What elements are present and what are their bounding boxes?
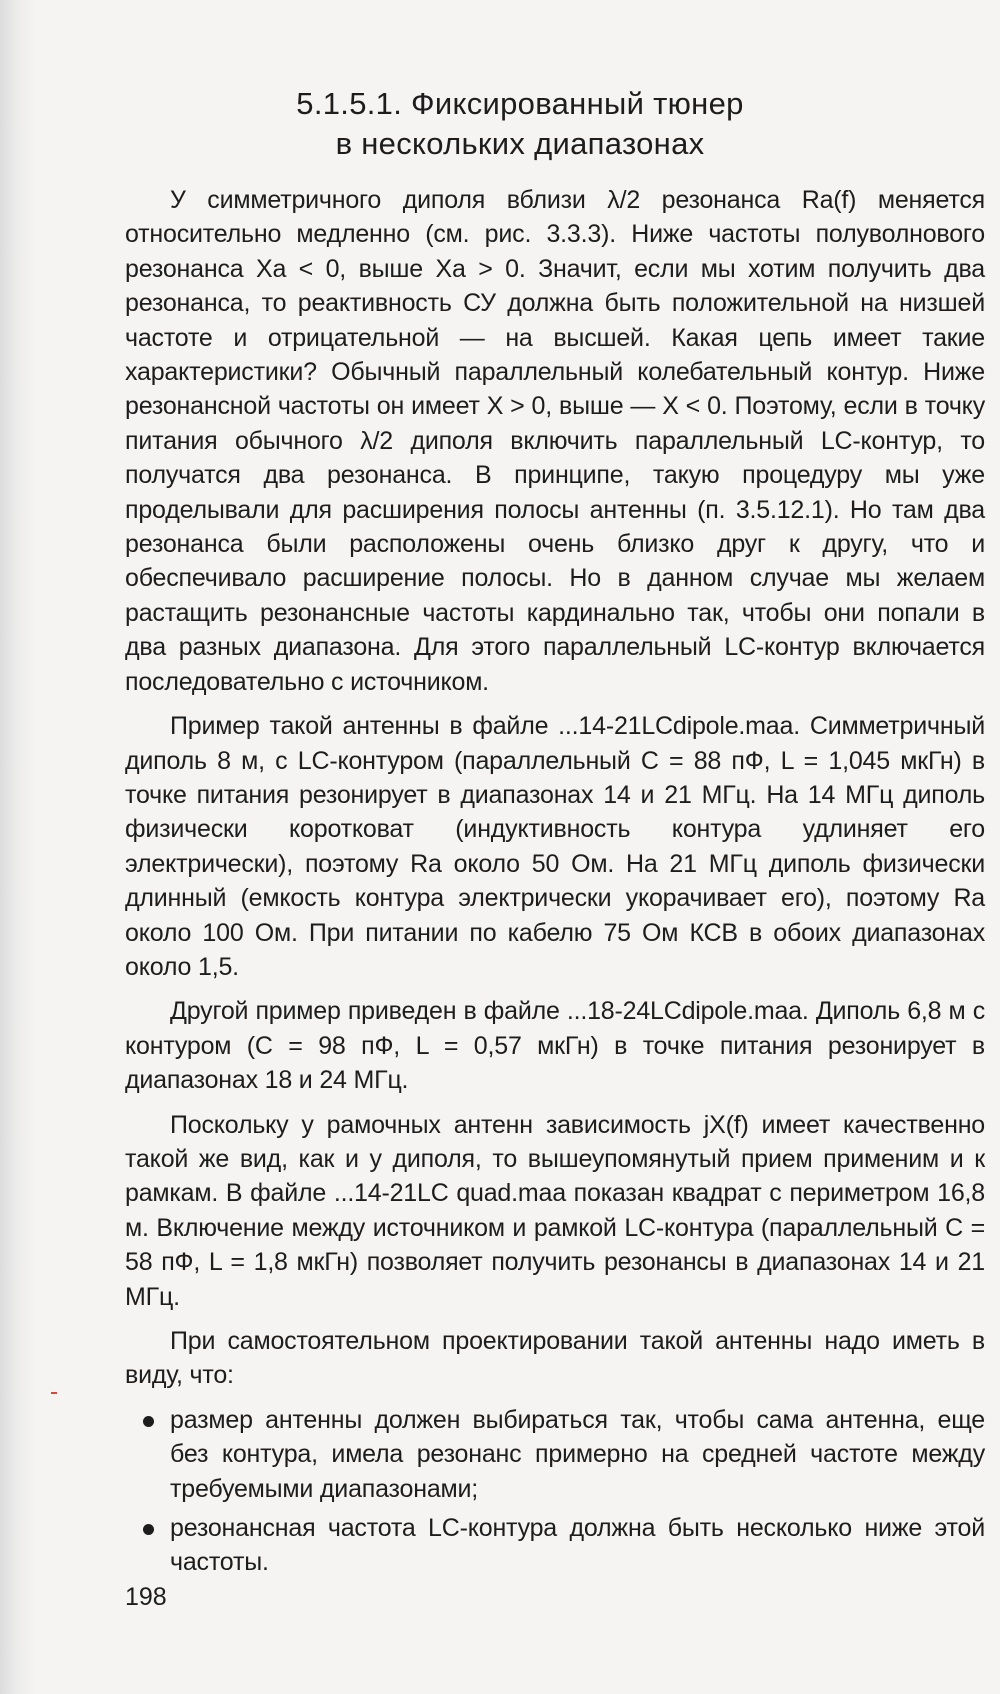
paragraph-quad-loop: Поскольку у рамочных антенн зависимость jX(f) имеет качественно такой же вид, как и у диполя, то вышеупомянутый прием применим и к рамкам. В файле ...14-21LC quad.maa показан квадрат с периметром 16,8 м. Включение между источником и рамкой LC-контура (параллельный C = 58 пФ, L = 1,8 мкГн) позволяет получить резонансы в диапазонах 14 и 21 МГц. <box>125 1110 985 1311</box>
list-item-text: размер антенны должен выбираться так, чтобы сама антенна, еще без контура, имела резонанс примерно на средней частоте между требуемыми диапазонами; <box>170 1405 985 1503</box>
paragraph-example-18-24: Другой пример приведен в файле ...18-24LCdipole.maa. Диполь 6,8 м с контуром (C = 98 пФ, L = 0,57 мкГн) в точке питания резонирует в диапазонах 18 и 24 МГц. <box>125 997 985 1095</box>
section-heading-line-2: в нескольких диапазонах <box>335 126 705 161</box>
print-speck <box>51 1392 57 1394</box>
paragraph-dipole-theory: У симметричного диполя вблизи λ/2 резонанса Ra(f) меняется относительно медленно (см. рис. 3.3.3). Ниже частоты полуволнового резонанса Xa < 0, выше Xa > 0. Значит, если мы хотим получить два резонанса, то реактивность СУ должна быть положительной на низшей частоте и отрицательной — на высшей. Какая цепь имеет такие характеристики? Обычный параллельный колебательный контур. Ниже резонансной частоты он имеет X > 0, выше — X < 0. Поэтому, если в точку питания обычного λ/2 диполя включить параллельный LC-контур, то получатся два резонанса. В принципе, такую процедуру мы уже проделывали для расширения полосы антенны (п. 3.5.12.1). Но там два резонанса были расположены очень близко друг к другу, что и обеспечивало расширение полосы. Но в данном случае мы желаем растащить резонансные частоты кардинально так, чтобы они попали в два разных диапазона. Для этого параллельный LC-контур включается последовательно с источником. <box>125 186 985 696</box>
section-heading-line-1: 5.1.5.1. Фиксированный тюнер <box>296 86 744 121</box>
page-number: 198 <box>125 1583 167 1611</box>
paragraph-design-notes: При самостоятельном проектировании такой антенны надо иметь в виду, что: <box>125 1327 985 1390</box>
body-text <box>125 183 985 1585</box>
design-notes-list <box>125 1403 985 1580</box>
bullet-dot-icon <box>143 1524 154 1535</box>
section-heading <box>120 84 920 164</box>
paragraph-example-14-21: Пример такой антенны в файле ...14-21LCdipole.maa. Симметричный диполь 8 м, с LC-контуром (параллельный C = 88 пФ, L = 1,045 мкГн) в точке питания резонирует в диапазонах 14 и 21 МГц. На 14 МГц диполь физически коротковат (индуктивность контура удлиняет его электрически), поэтому Ra около 50 Ом. На 21 МГц диполь физически длинный (емкость контура электрически укорачивает его), поэтому Ra около 100 Ом. При питании по кабелю 75 Ом КСВ в обоих диапазонах около 1,5. <box>125 712 985 981</box>
list-item <box>125 1403 985 1506</box>
list-item-text: резонансная частота LC-контура должна быть несколько ниже этой частоты. <box>170 1514 985 1577</box>
page-fold-shadow <box>0 0 36 1694</box>
list-item <box>125 1511 985 1580</box>
bullet-dot-icon <box>143 1416 154 1427</box>
